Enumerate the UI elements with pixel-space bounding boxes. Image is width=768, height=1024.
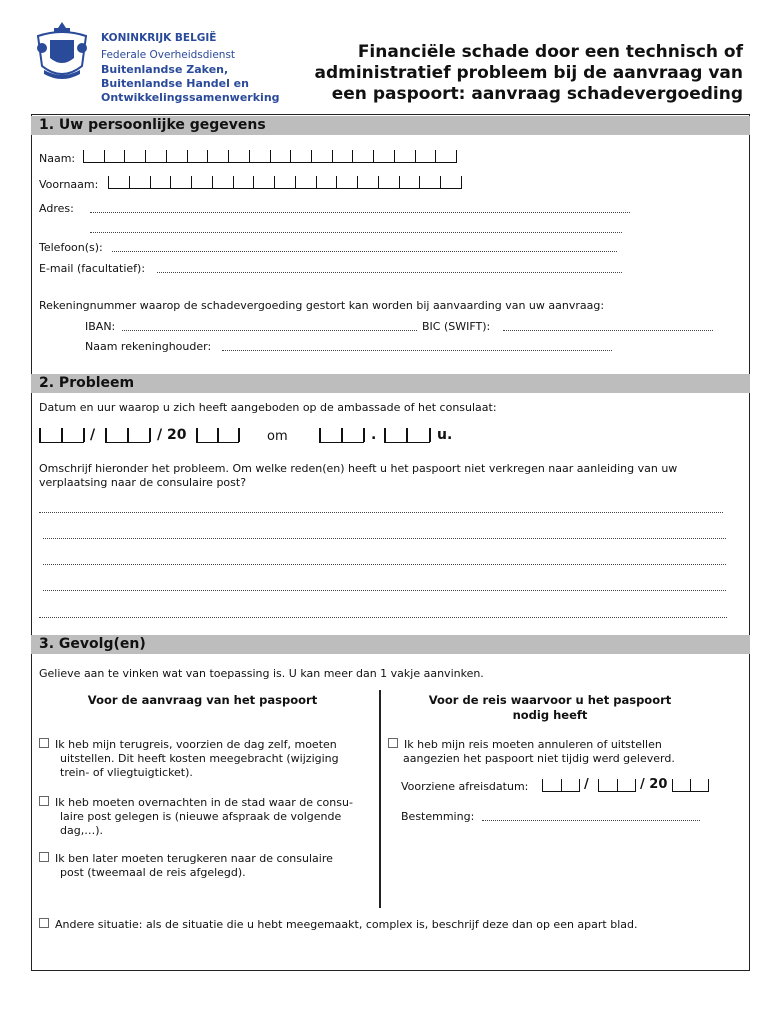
letter-box-divider [233, 176, 234, 188]
letter-box-divider [83, 150, 84, 162]
telefoon-label: Telefoon(s): [39, 241, 103, 254]
letter-box-divider [228, 150, 229, 162]
probleem-line[interactable] [43, 590, 726, 591]
bestemming-label: Bestemming: [401, 810, 475, 823]
form-frame [31, 114, 750, 971]
checkbox-terugreis[interactable]: Ik heb mijn terugreis, voorzien de dag zelf, moeten uitstellen. Dit heeft kosten meegebracht (wijziging trein- of vliegtuigticket). [39, 738, 374, 780]
letter-box-divider [394, 150, 395, 162]
checkbox-icon[interactable] [39, 918, 49, 928]
org-name-line: KONINKRIJK BELGIË [101, 32, 217, 44]
letter-box-divider [187, 150, 188, 162]
afreis-dag-field[interactable] [542, 779, 580, 792]
gevolgen-intro: Gelieve aan te vinken wat van toepassing is. U kan meer dan 1 vakje aanvinken. [39, 667, 484, 680]
rekeninghouder-label: Naam rekeninghouder: [85, 340, 212, 353]
letter-box-divider [415, 150, 416, 162]
letter-box-divider [145, 150, 146, 162]
checkbox-terugkeren[interactable]: Ik ben later moeten terugkeren naar de consulaire post (tweemaal de reis afgelegd). [39, 852, 374, 880]
date-separator: / 20 [157, 427, 187, 443]
iban-label: IBAN: [85, 320, 116, 333]
letter-box-divider [170, 176, 171, 188]
letter-box-divider [249, 150, 250, 162]
afreis-jaar-field[interactable] [672, 779, 709, 792]
bic-field[interactable] [503, 330, 713, 331]
column-divider [379, 690, 381, 908]
naam-field[interactable] [83, 150, 457, 163]
voornaam-field[interactable] [108, 176, 462, 189]
letter-box-divider [124, 150, 125, 162]
letter-box-divider [207, 150, 208, 162]
probleem-line[interactable] [39, 512, 723, 513]
org-name-line: Buitenlandse Zaken, [101, 63, 229, 76]
letter-box-divider [290, 150, 291, 162]
checkbox-icon[interactable] [388, 738, 398, 748]
minuten-field[interactable] [384, 428, 430, 443]
rekening-label: Rekeningnummer waarop de schadevergoeding gestort kan worden bij aanvaarding van uw aanvraag: [39, 299, 605, 312]
letter-box-divider [461, 176, 462, 188]
telefoon-field[interactable] [112, 251, 617, 252]
bic-label: BIC (SWIFT): [422, 320, 491, 333]
adres-label: Adres: [39, 202, 74, 215]
letter-box-divider [373, 150, 374, 162]
checkbox-icon[interactable] [39, 852, 49, 862]
letter-box-divider [440, 176, 441, 188]
maand-field[interactable] [105, 428, 150, 443]
letter-box-divider [129, 176, 130, 188]
date-separator: / [90, 427, 96, 443]
rekeninghouder-field[interactable] [222, 350, 612, 351]
voornaam-label: Voornaam: [39, 178, 99, 191]
letter-box-divider [191, 176, 192, 188]
afreis-maand-field[interactable] [598, 779, 636, 792]
checkbox-overnachten[interactable]: Ik heb moeten overnachten in de stad waar de consu- laire post gelegen is (nieuwe afspraak de volgende dag,…). [39, 796, 379, 838]
letter-box-divider [150, 176, 151, 188]
date-separator: / 20 [640, 777, 668, 792]
letter-box-divider [295, 176, 296, 188]
letter-box-divider [352, 150, 353, 162]
letter-box-divider [435, 150, 436, 162]
letter-box-divider [166, 150, 167, 162]
letter-box-divider [270, 150, 271, 162]
letter-box-divider [378, 176, 379, 188]
org-name-line: Ontwikkelingssamenwerking [101, 91, 280, 104]
letter-box-divider [104, 150, 105, 162]
adres-field[interactable] [90, 232, 622, 233]
checkbox-icon[interactable] [39, 796, 49, 806]
uur-suffix: u. [437, 427, 453, 443]
left-column-heading: Voor de aanvraag van het paspoort [87, 693, 318, 707]
belgian-coat-of-arms-logo [30, 18, 94, 84]
time-separator: . [371, 427, 377, 443]
letter-box-divider [108, 176, 109, 188]
letter-box-divider [274, 176, 275, 188]
org-name-line: Federale Overheidsdienst [101, 49, 236, 61]
checkbox-andere-situatie[interactable]: Andere situatie: als de situatie die u hebt meegemaakt, complex is, beschrijf deze dan op een apart blad. [39, 918, 739, 932]
letter-box-divider [456, 150, 457, 162]
uur-field[interactable] [319, 428, 364, 443]
letter-box-divider [419, 176, 420, 188]
jaar-field[interactable] [196, 428, 239, 443]
om-label: om [267, 429, 288, 444]
letter-box-divider [212, 176, 213, 188]
page-title: Financiële schade door een technisch of administratief probleem bij de aanvraag van een paspoort: aanvraag schadevergoeding [314, 42, 743, 104]
letter-box-divider [311, 150, 312, 162]
letter-box-divider [336, 176, 337, 188]
section-heading: 2. Probleem [31, 374, 750, 393]
section-heading: 3. Gevolg(en) [31, 635, 750, 654]
datum-uur-label: Datum en uur waarop u zich heeft aangeboden op de ambassade of het consulaat: [39, 401, 497, 414]
date-separator: / [584, 777, 589, 792]
checkbox-icon[interactable] [39, 738, 49, 748]
dag-field[interactable] [39, 428, 84, 443]
iban-field[interactable] [122, 330, 417, 331]
section-heading: 1. Uw persoonlijke gegevens [31, 116, 750, 135]
probleem-line[interactable] [39, 617, 727, 618]
letter-box-divider [316, 176, 317, 188]
adres-field[interactable] [90, 212, 630, 213]
org-name-line: Buitenlandse Handel en [101, 77, 249, 90]
email-field[interactable] [157, 272, 622, 273]
afreisdatum-label: Voorziene afreisdatum: [401, 780, 529, 793]
bestemming-field[interactable] [482, 820, 700, 821]
email-label: E-mail (facultatief): [39, 262, 146, 275]
probleem-line[interactable] [43, 538, 726, 539]
letter-box-divider [357, 176, 358, 188]
probleem-line[interactable] [43, 564, 726, 565]
checkbox-annuleren[interactable]: Ik heb mijn reis moeten annuleren of uitstellen aangezien het paspoort niet tijdig werd geleverd. [388, 738, 738, 766]
letter-box-divider [399, 176, 400, 188]
letter-box-divider [253, 176, 254, 188]
omschrijf-instruction: Omschrijf hieronder het probleem. Om welke reden(en) heeft u het paspoort niet verkregen naar aanleiding van uw verplaatsing naar de consulaire post? [39, 462, 678, 489]
letter-box-divider [332, 150, 333, 162]
naam-label: Naam: [39, 152, 76, 165]
right-column-heading: Voor de reis waarvoor u het paspoort nodig heeft [428, 693, 672, 722]
